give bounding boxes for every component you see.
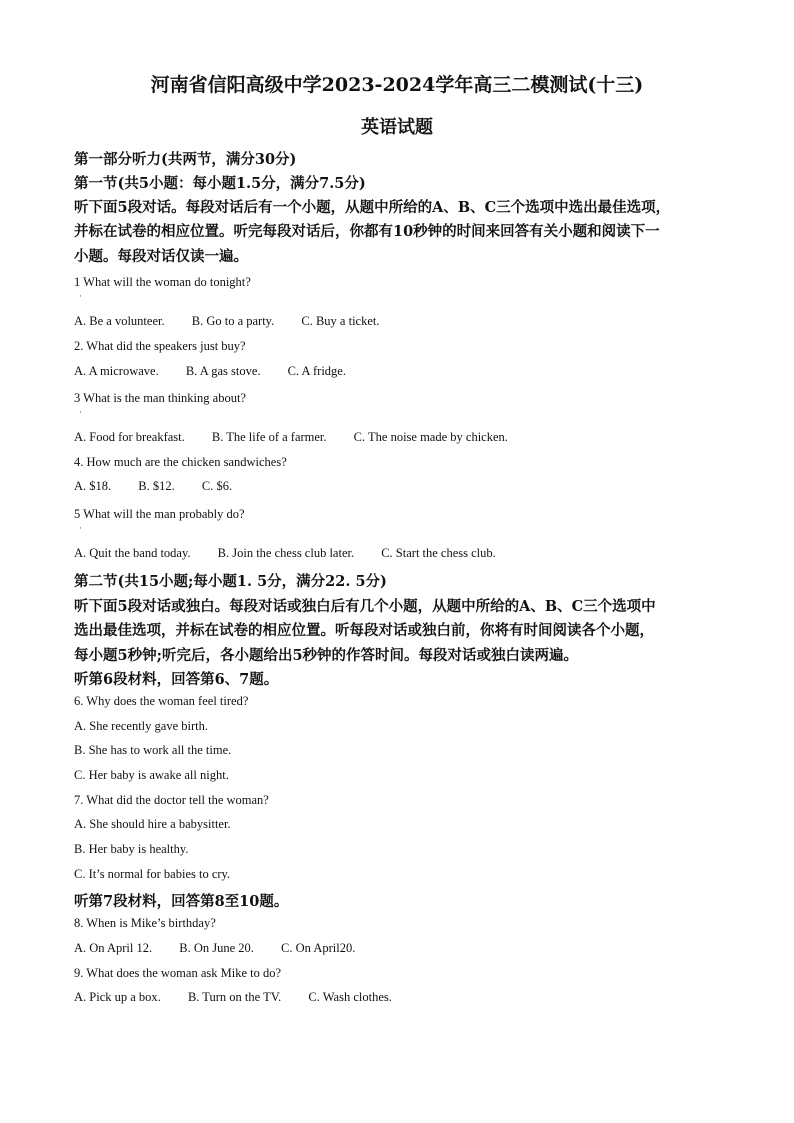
option-b: B. $12.: [138, 479, 175, 493]
section1-instruction-line: 小题。每段对话仅读一遍。: [74, 248, 248, 265]
section2-instruction-line: 选出最佳选项，并标在试卷的相应位置。听每段对话或独白前，你将有时间阅读各个小题，: [74, 622, 654, 639]
material-6-heading: 听第6段材料，回答第6、7题。: [74, 671, 279, 688]
option-c: C. The noise made by chicken.: [353, 430, 508, 444]
question-3-options: [74, 430, 508, 445]
option-c: C. Wash clothes.: [308, 990, 392, 1004]
question-2: 2. What did the speakers just buy?: [74, 339, 246, 353]
option-b: B. Turn on the TV.: [187, 990, 282, 1004]
option-b: B. She has to work all the time.: [74, 743, 232, 757]
section2-heading: 第二节(共15小题;每小题1. 5分，满分22. 5分): [74, 573, 387, 590]
section1-heading: 第一节(共5小题：每小题1.5分，满分7.5分): [74, 175, 366, 192]
question-2-options: [74, 364, 346, 379]
question-6: 6. Why does the woman feel tired?: [74, 694, 249, 708]
option-a: A. A microwave.: [74, 364, 159, 378]
question-8: 8. When is Mike’s birthday?: [74, 916, 216, 930]
material-7-heading: 听第7段材料，回答第8至10题。: [74, 893, 289, 910]
option-c: C. On April20.: [281, 941, 356, 955]
option-c: C. A fridge.: [287, 364, 346, 378]
section1-instruction-line: 听下面5段对话。每段对话后有一个小题，从题中所给的A、B、C三个选项中选出最佳选项，: [74, 199, 671, 216]
option-c: C. It’s normal for babies to cry.: [74, 867, 231, 881]
option-a: A. She recently gave birth.: [74, 719, 208, 733]
option-c: C. $6.: [201, 479, 233, 493]
question-9: 9. What does the woman ask Mike to do?: [74, 966, 282, 980]
option-a: A. $18.: [74, 479, 112, 493]
question-4-options: [74, 479, 232, 494]
part1-heading: 第一部分听力(共两节，满分30分): [74, 151, 297, 168]
section2-instruction-line: 听下面5段对话或独白。每段对话或独白后有几个小题，从题中所给的A、B、C三个选项中: [74, 598, 656, 615]
question-marker-dot: ·: [79, 291, 82, 301]
option-a: A. On April 12.: [74, 941, 153, 955]
option-a: A. She should hire a babysitter.: [74, 817, 231, 831]
option-b: B. On June 20.: [179, 941, 254, 955]
question-5-options: [74, 546, 496, 561]
option-b: B. The life of a farmer.: [211, 430, 327, 444]
question-3: 3 What is the man thinking about?: [74, 391, 246, 405]
question-4: 4. How much are the chicken sandwiches?: [74, 455, 287, 469]
question-marker-dot: ·: [79, 523, 82, 533]
question-8-options: [74, 941, 355, 956]
option-a: A. Pick up a box.: [74, 990, 161, 1004]
question-1-options: [74, 314, 380, 329]
question-9-options: [74, 990, 392, 1005]
option-b: B. Her baby is healthy.: [74, 842, 189, 856]
question-7: 7. What did the doctor tell the woman?: [74, 793, 269, 807]
option-a: A. Quit the band today.: [74, 546, 191, 560]
option-c: C. Start the chess club.: [381, 546, 496, 560]
option-b: B. Go to a party.: [191, 314, 275, 328]
question-marker-dot: ·: [79, 407, 82, 417]
question-5: 5 What will the man probably do?: [74, 507, 245, 521]
exam-title: 河南省信阳高级中学2023-2024学年高三二模测试(十三): [150, 74, 644, 96]
option-b: B. A gas stove.: [185, 364, 261, 378]
exam-subtitle: 英语试题: [361, 117, 433, 138]
section2-instruction-line: 每小题5秒钟;听完后，各小题给出5秒钟的作答时间。每段对话或独白读两遍。: [74, 647, 579, 664]
section1-instruction-line: 并标在试卷的相应位置。听完每段对话后，你都有10秒钟的时间来回答有关小题和阅读下一: [74, 223, 660, 240]
option-b: B. Join the chess club later.: [217, 546, 355, 560]
option-a: A. Be a volunteer.: [74, 314, 165, 328]
question-1: 1 What will the woman do tonight?: [74, 275, 251, 289]
option-c: C. Her baby is awake all night.: [74, 768, 229, 782]
option-a: A. Food for breakfast.: [74, 430, 185, 444]
option-c: C. Buy a ticket.: [301, 314, 380, 328]
